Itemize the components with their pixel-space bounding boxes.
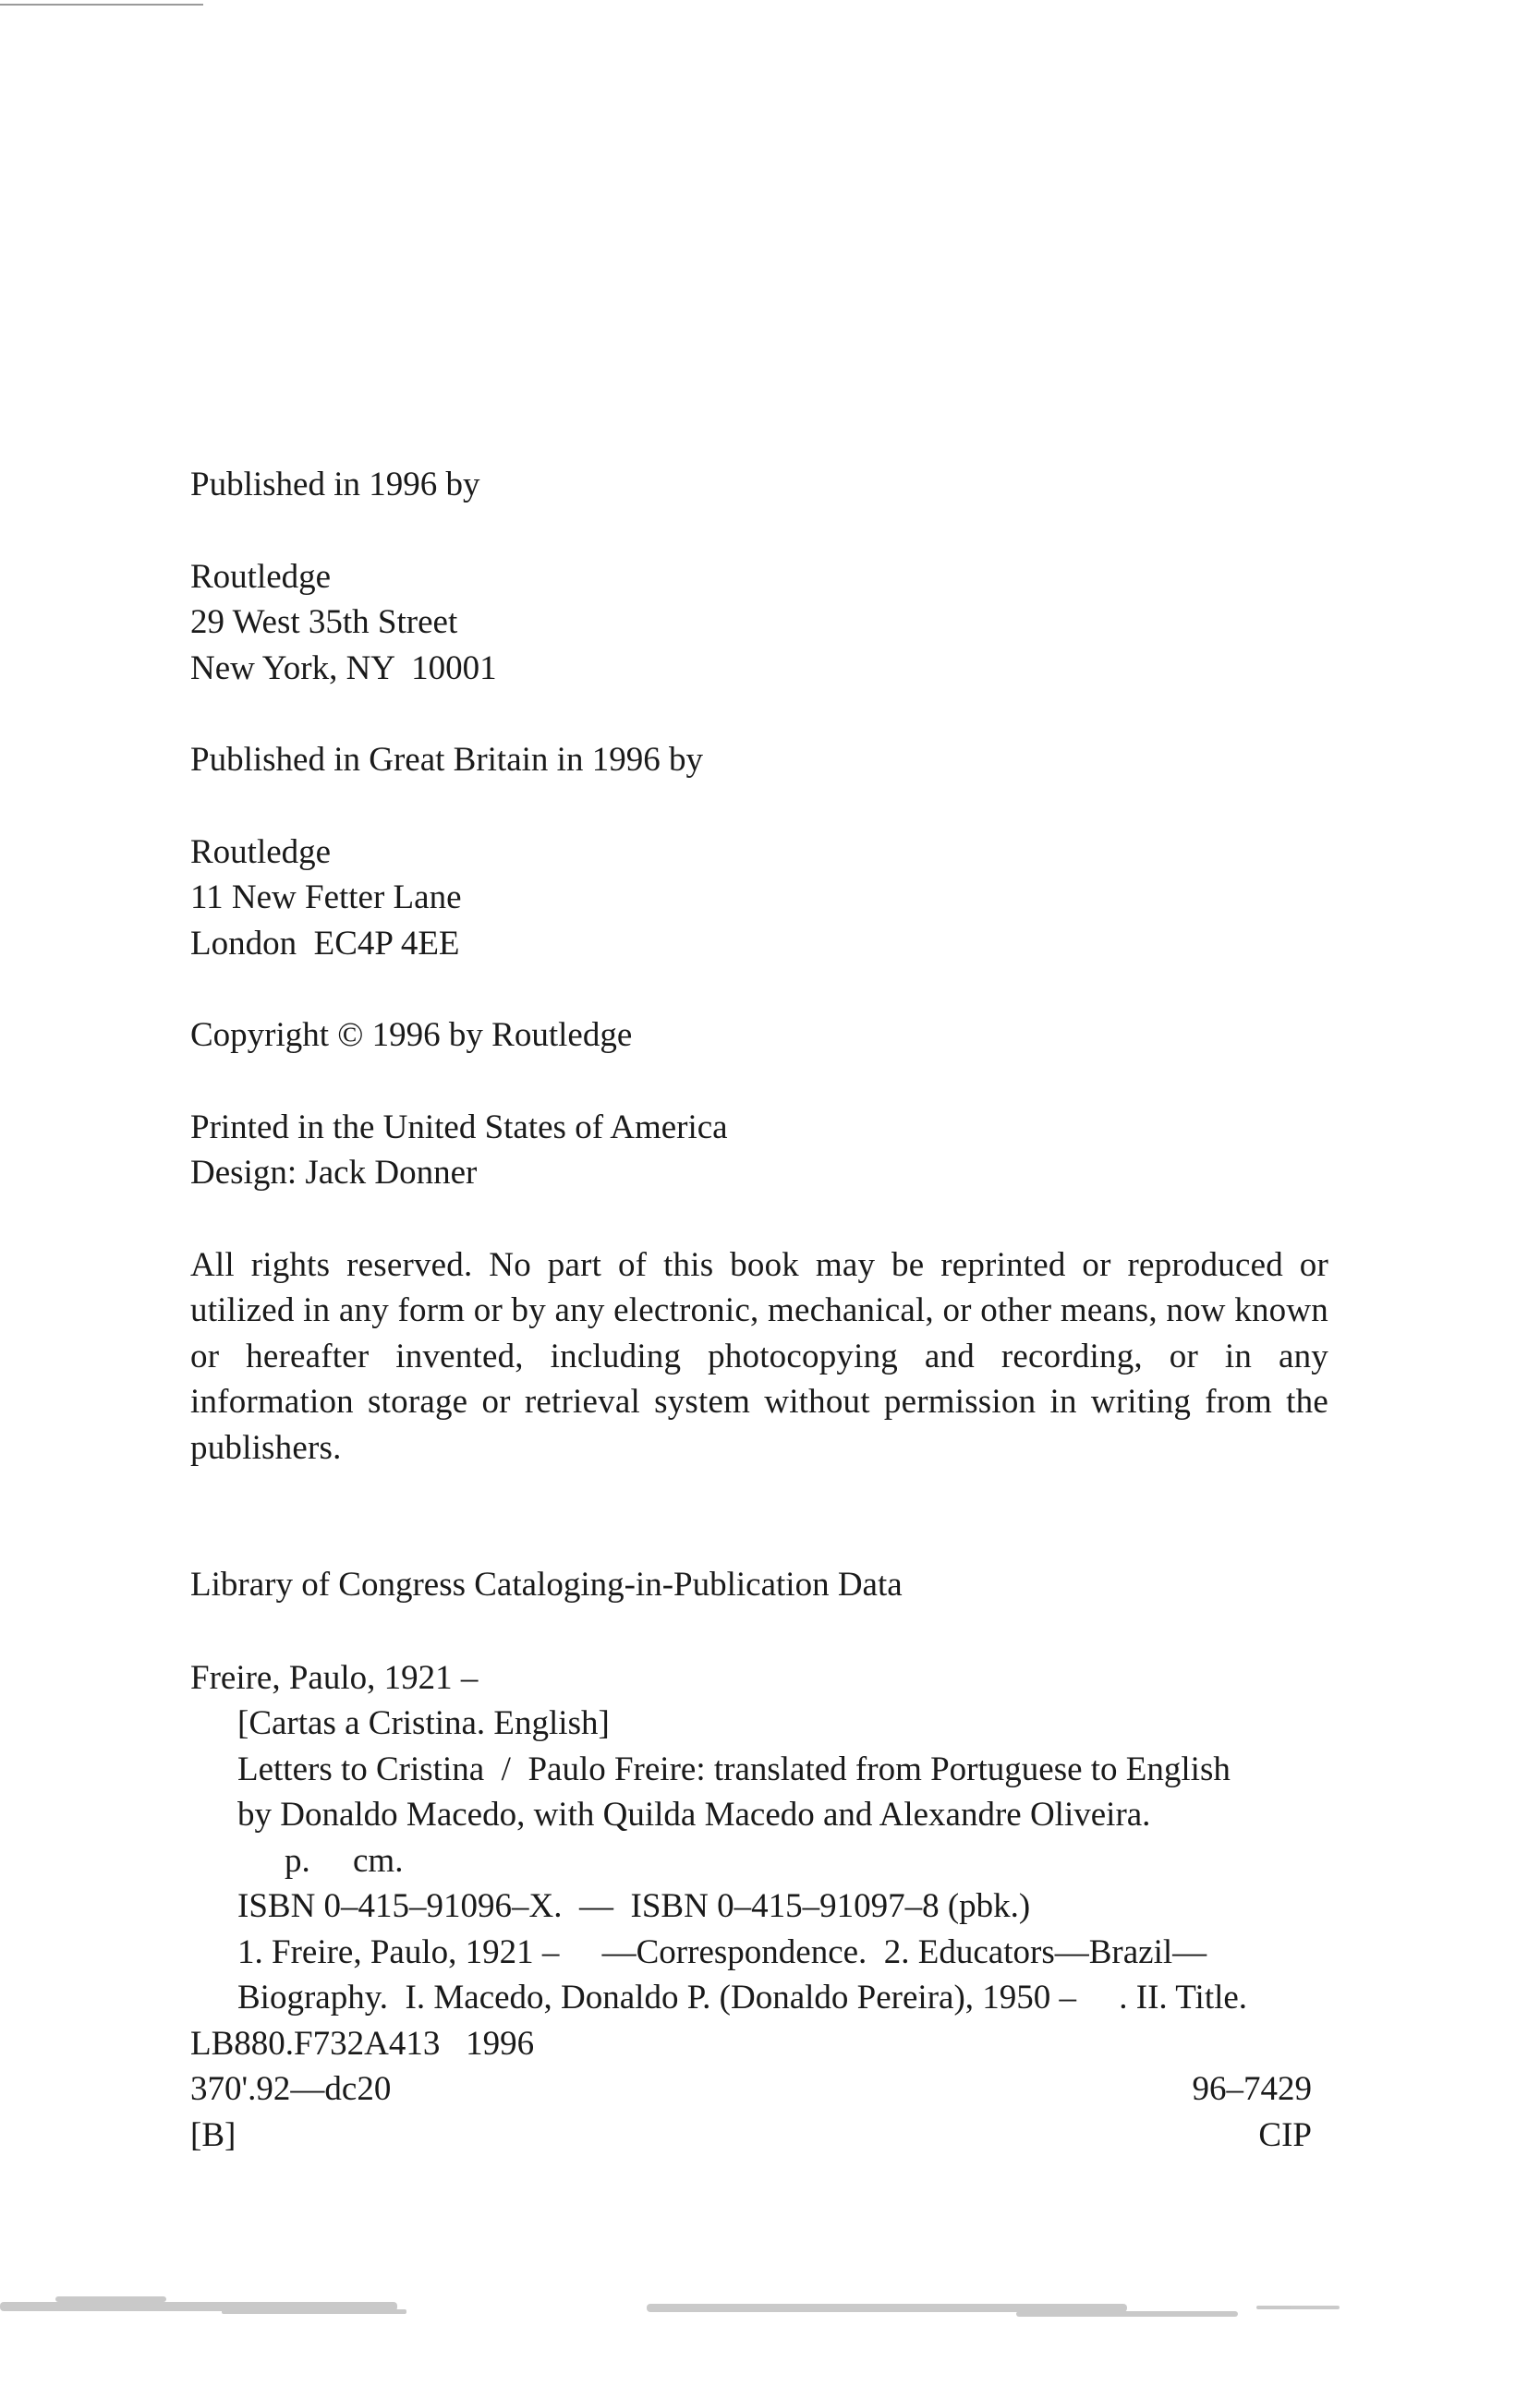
gb-published-line: Published in Great Britain in 1996 by [190, 741, 703, 779]
gb-address-street: 11 New Fetter Lane [190, 878, 462, 916]
cip-title-line-1: Letters to Cristina / Paulo Freire: translated from Portuguese to English [237, 1750, 1231, 1788]
cip-bracket: [B] [190, 2115, 236, 2154]
us-published-line: Published in 1996 by [190, 466, 480, 503]
us-address-street: 29 West 35th Street [190, 603, 458, 641]
cip-bracket-row [190, 2113, 1312, 2159]
cip-author: Freire, Paulo, 1921 – [190, 1658, 479, 1697]
cip-lccn: 96–7429 [1192, 2070, 1312, 2108]
us-address-city: New York, NY 10001 [190, 648, 497, 687]
cip-subjects-line-2: Biography. I. Macedo, Donaldo P. (Donaldo Pereira), 1950 – . II. Title. [237, 1979, 1248, 2017]
printed-line: Printed in the United States of America [190, 1108, 728, 1146]
top-scan-rule [0, 4, 203, 6]
rights-statement: All rights reserved. No part of this book may be reprinted or reproduced or utilized in any form or by any electronic, mechanical, or other means, now known or hereafter invented, including photocopying and recording, or in any information storage or retrieval system without permission in writing from the publishers. [190, 1245, 1328, 1467]
gb-address-city: London EC4P 4EE [190, 924, 460, 963]
cip-dewey-row [190, 2066, 1312, 2113]
gb-publisher: Routledge [190, 832, 332, 871]
cip-collation: p. cm. [285, 1841, 404, 1880]
us-publisher: Routledge [190, 557, 332, 596]
cip-label: CIP [1258, 2115, 1312, 2154]
cip-lc-number: LB880.F732A413 1996 [190, 2024, 535, 2063]
cip-isbn: ISBN 0–415–91096–X. — ISBN 0–415–91097–8 (pbk.) [237, 1887, 1031, 1925]
cip-heading: Library of Congress Cataloging-in-Publication Data [190, 1566, 903, 1604]
copyright-line: Copyright © 1996 by Routledge [190, 1016, 633, 1054]
copyright-page [190, 462, 1328, 2158]
design-credit: Design: Jack Donner [190, 1154, 478, 1192]
cip-dewey: 370'.92—dc20 [190, 2070, 392, 2108]
cip-subjects-line-1: 1. Freire, Paulo, 1921 – —Correspondence. 2. Educators—Brazil— [237, 1932, 1207, 1971]
scan-edge-artifacts [0, 2293, 1540, 2330]
cip-uniform-title: [Cartas a Cristina. English] [237, 1704, 610, 1742]
cip-title-line-2: by Donaldo Macedo, with Quilda Macedo and Alexandre Oliveira. [237, 1796, 1151, 1834]
